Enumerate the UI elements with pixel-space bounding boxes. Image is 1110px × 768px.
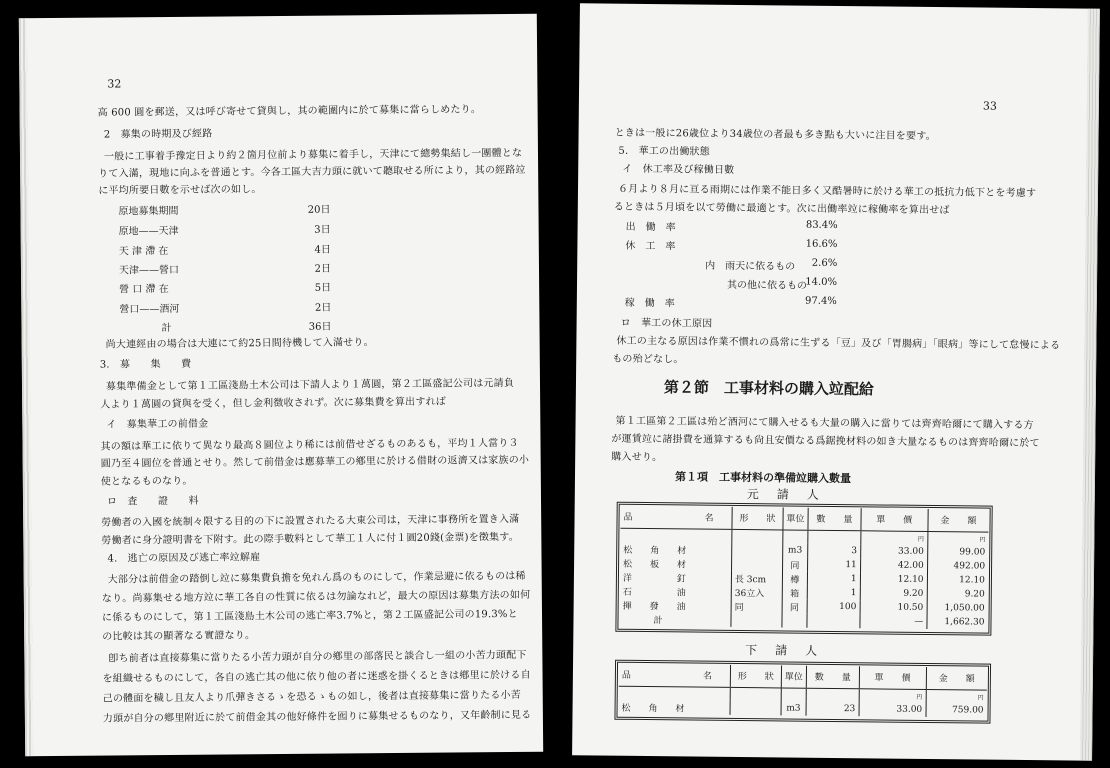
header-cell: 單 價 [861, 508, 928, 531]
text-line: 勞働者に身分證明書を下附す。此の際手數料として華工１人に付１圓20錢(金票)を徴集す。 [101, 531, 519, 547]
header-cell: 金 額 [926, 667, 987, 690]
route-label: 營 口 滯 在 [119, 283, 169, 296]
text-line: 購入せり。 [611, 451, 663, 464]
yen-mark: 円 [926, 689, 987, 704]
text-line: 其の額は華工に依りて異なり最高８圓位より稀には前借せざるものあるも，平均１人當り３ [100, 437, 519, 453]
cell-shape [732, 543, 783, 558]
cell-qty: 23 [806, 702, 859, 717]
cell-unit: m3 [781, 701, 806, 715]
page-number: 33 [982, 99, 997, 113]
cell-amount: 9.20 [927, 587, 988, 602]
cell-shape [732, 557, 783, 572]
text-line: 己の體面を穢し且友人より爪彈きさるゝを恐るゝもの如し，後者は直接募集に當りたる小苦 [102, 689, 521, 705]
cell-qty: 1 [807, 586, 860, 601]
rate-value: 2.6% [811, 257, 838, 270]
cell-price: 9.20 [860, 586, 927, 601]
text-line: に平均所要日數を示せば次の如し。 [98, 184, 262, 197]
route-label: 天 津 滯 在 [118, 245, 169, 258]
route-days: 4日 [314, 244, 331, 256]
header-cell: 數 量 [806, 666, 859, 689]
materials-table-subcontractor [619, 664, 988, 718]
route-days: 5日 [314, 282, 332, 294]
header-cell: 單位 [783, 507, 809, 529]
cell-price: 10.50 [860, 600, 927, 615]
route-label: 原地——天津 [118, 225, 179, 238]
cell-unit [782, 613, 807, 627]
header-cell: 品 名 [620, 506, 732, 529]
text-line: 募集準備金として第１工區淺島土木公司は下請人より１萬圓，第２工區盛記公司は元請負 [105, 377, 515, 393]
right-page [572, 3, 1100, 760]
subheading: 3. 募 集 費 [99, 358, 192, 371]
cell-name: 揮 發 油 [622, 601, 686, 612]
text-line: 大部分は前借金の踏倒し竝に募集費負擔を免れん爲のものにして，作業忌避に依るものは稀 [107, 570, 526, 586]
cell-shape [731, 613, 782, 628]
page-edge [19, 18, 33, 756]
cell-amount: 99.00 [927, 545, 988, 560]
cell-qty [807, 614, 860, 629]
route-total-label: 計 [161, 322, 172, 335]
cell-qty: 100 [807, 600, 860, 615]
subheading: ロ 華工の休工原因 [620, 317, 713, 330]
cell-unit: 箱 [782, 585, 807, 599]
text-line: 卽ち前者は直接募集に當りたる小苦力頭が自分の鄕里の部落民と談合し一組の小苦力頭配下 [108, 649, 527, 665]
cell-name: 松 角 材 [623, 545, 687, 556]
header-cell: 單位 [781, 665, 807, 687]
item-title: 第１項 工事材料の準備竝購入數量 [674, 470, 852, 486]
text-line: 一般に工事着手豫定日より約２箇月位前より募集に着手し，天津にて總勢集結し一團體とな [103, 147, 523, 163]
cell-shape [730, 701, 781, 716]
rate-label: 内 雨天に依るもの [705, 260, 796, 273]
cell-price: 33.00 [859, 702, 926, 717]
header-cell: 形 狀 [732, 507, 783, 530]
cell-shape: 36立入 [731, 585, 782, 600]
header-cell: 單 價 [859, 666, 926, 689]
route-days: 2日 [314, 302, 332, 314]
subheading: 2 募集の時期及び經路 [103, 128, 213, 141]
text-line: 力頭が自分の鄕里附近に於て前借金其の他好條件を囮りに募集せるものなり，又年齡制に見る [102, 709, 532, 725]
text-line: の比較は其の顯著なる實證なり。 [102, 630, 256, 643]
cell-unit: m3 [782, 543, 807, 557]
subheading: イ 募集華工の前借金 [106, 418, 209, 431]
text-line: なり。尚募集せる地方竝に華工各自の性質に依るは勿論なれど，最大の原因は募集方法の如何 [101, 589, 531, 605]
cell-qty: 3 [808, 544, 861, 559]
text-line: 高 600 圓を郵送，又は呼び寄せて貸與し，其の範圍内に於て募集に當らしめたり。 [97, 104, 482, 119]
cell-amount: 492.00 [927, 559, 988, 574]
subheading: イ 休工率及び稼働日數 [622, 163, 735, 176]
cell-shape: 同 [731, 599, 782, 614]
left-page [19, 14, 543, 756]
yen-mark: 円 [861, 530, 928, 545]
cell-unit: 同 [782, 557, 807, 571]
rate-value: 14.0% [805, 276, 838, 289]
text-line: 休工の主なる原因は作業不慣れの爲常に生ずる「豆」及び「胃腸病」「眼病」等にして怠慢による [616, 335, 1061, 352]
cell-shape: 長 3cm [731, 571, 782, 586]
cell-name: 松 角 材 [621, 703, 685, 714]
cell-qty: 11 [808, 558, 861, 573]
text-line: 使となるものなり。 [100, 475, 193, 488]
rate-label: 出 働 率 [625, 221, 676, 234]
header-cell: 形 狀 [730, 665, 781, 688]
text-line: りて入滿，現地に向ふを普通とす。今各工區大吉力頭に就いて聽取せる所により，其の經路竝 [98, 164, 526, 180]
text-line: ときは一般に26歳位より34歳位の者最も多き點も大いに注目を要す。 [614, 127, 936, 143]
text-line: 圓乃至４圓位を普通とせり。然して前借金は應募華工の鄕里に於ける借財の返濟又は家族の小 [100, 454, 530, 470]
text-line: もの殆どなし。 [612, 353, 684, 366]
header-cell: 品 名 [619, 664, 731, 687]
rate-label: 稼 働 率 [624, 297, 675, 310]
rate-label: 其の他に依るもの [726, 279, 808, 292]
cell-name: 洋 釘 [622, 573, 686, 584]
page-edge [1080, 9, 1100, 761]
cell-price: — [860, 614, 927, 629]
route-label: 營口——酒河 [119, 303, 180, 316]
cell-name: 石 油 [622, 587, 686, 598]
text-line: るときは５月頃を以て勞働に最適とす。次に出働率竝に稼働率を算出せば [613, 201, 950, 217]
text-line: を組織せるものにして，各自の逃亡其の他に依り他の者に迷惑を掛くるときは鄕里に於ける自 [102, 669, 531, 685]
text-line: 人より１萬圓の貸與を受く，但し金利徴收されず。次に募集費を算出すれば [100, 396, 447, 411]
cell-amount: 759.00 [926, 703, 987, 718]
cell-price: 42.00 [860, 558, 927, 573]
route-label: 天津——營口 [118, 264, 180, 277]
cell-amount: 12.10 [927, 573, 988, 588]
route-days: 3日 [314, 224, 331, 236]
yen-mark: 円 [927, 531, 988, 546]
cell-price: 12.10 [860, 572, 927, 587]
route-days: 20日 [307, 204, 331, 216]
cell-name: 松 板 材 [623, 559, 687, 570]
materials-table-contractor [619, 506, 988, 630]
route-label: 原地募集期間 [118, 205, 179, 218]
cell-amount: 1,662.30 [927, 615, 988, 630]
cell-qty: 1 [807, 572, 860, 587]
rate-label: 休 工 率 [625, 240, 676, 253]
subheading: 4. 逃亡の原因及び逃亡率竝解雇 [107, 552, 261, 565]
cell-amount: 1,050.00 [927, 601, 988, 616]
table-caption: 元請人 [746, 487, 837, 503]
page-number: 32 [107, 77, 122, 91]
text-line: に係るものにして，第１工區淺島土木公司の逃亡率3.7%と，第２工區盛記公司の19.3%と [101, 608, 518, 624]
cell-name: 計 [653, 615, 663, 626]
header-cell: 金 額 [928, 509, 989, 532]
cell-unit: 同 [782, 599, 807, 613]
subheading: ロ 査 證 料 [106, 495, 199, 508]
text-line: 尚大連經由の場合は大連にて約25日間待機して入滿せり。 [105, 337, 374, 351]
rate-value: 83.4% [805, 219, 838, 232]
route-total-days: 36日 [308, 321, 332, 333]
table-caption: 下請人 [745, 643, 836, 659]
text-line: 勞働者の入國を統制々限する目的の下に設置されたる大東公司は，天津に事務所を置き入滿 [101, 513, 520, 529]
cell-price: 33.00 [860, 544, 927, 559]
cell-unit: 樽 [782, 571, 807, 585]
route-days: 2日 [314, 263, 332, 275]
yen-mark: 円 [859, 688, 926, 703]
rate-value: 16.6% [805, 238, 838, 251]
rate-value: 97.4% [805, 295, 837, 308]
text-line: ６月より８月に亘る雨期には作業不能日多く又酷暑時に於ける華工の抵抗力低下とを考慮す [617, 183, 1037, 200]
header-cell: 數 量 [808, 508, 861, 531]
section-title: 第２節 工事材料の購入竝配給 [663, 378, 875, 399]
text-line: 第１工區第２工區は殆ど酒河にて購入せるも大量の購入に當りては齊齊哈爾にて購入する方 [615, 415, 1034, 432]
text-line: が運賃竝に諸掛費を通算するも尙且安價なる爲鋸挽材料の如き大量なるものは齊齊哈爾に於て [611, 433, 1040, 450]
subheading: 5. 華工の出働狀態 [618, 145, 711, 158]
